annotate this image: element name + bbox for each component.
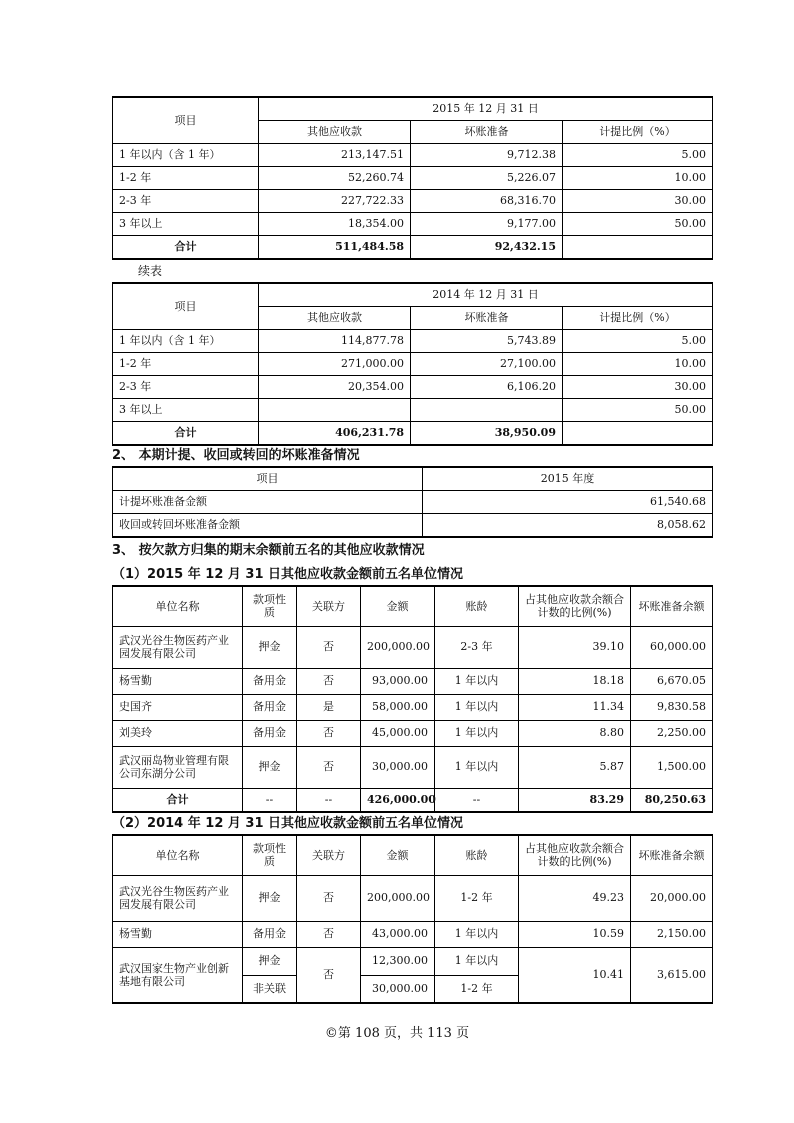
col-other-receivable: 其他应收款 <box>259 307 411 330</box>
section-2-heading: 2、 本期计提、收回或转回的坏账准备情况 <box>112 448 360 463</box>
date-header: 2014 年 12 月 31 日 <box>259 283 713 307</box>
col-unit-name: 单位名称 <box>113 835 243 875</box>
col-other-receivable: 其他应收款 <box>259 121 411 144</box>
col-amount: 金额 <box>361 835 435 875</box>
col-bad-debt: 坏账准备余额 <box>631 586 713 626</box>
table-row: 武汉光谷生物医药产业园发展有限公司 押金 否 200,000.00 1-2 年 49.23 20,000.00 <box>113 875 713 921</box>
table-row: 2-3 年 227,722.33 68,316.70 30.00 <box>113 190 713 213</box>
table-row: 1-2 年 271,000.00 27,100.00 10.00 <box>113 353 713 376</box>
top-five-table-2014 <box>112 834 713 1004</box>
table-row: 刘美玲 备用金 否 45,000.00 1 年以内 8.80 2,250.00 <box>113 720 713 746</box>
col-ratio: 计提比例（%） <box>563 307 713 330</box>
aging-table-2014 <box>112 282 713 446</box>
col-item: 项目 <box>113 283 259 330</box>
top-five-table-2015 <box>112 585 713 813</box>
continued-label: 续表 <box>138 264 163 278</box>
col-age: 账龄 <box>435 835 519 875</box>
table-row: 2-3 年 20,354.00 6,106.20 30.00 <box>113 376 713 399</box>
provision-table <box>112 466 713 538</box>
col-bad-debt: 坏账准备 <box>411 307 563 330</box>
col-ratio: 计提比例（%） <box>563 121 713 144</box>
table-row: 武汉光谷生物医药产业园发展有限公司 押金 否 200,000.00 2-3 年 39.10 60,000.00 <box>113 626 713 668</box>
total-row: 合计 -- -- 426,000.00 -- 83.29 80,250.63 <box>113 788 713 812</box>
table-row: 收回或转回坏账准备金额 8,058.62 <box>113 514 713 538</box>
table-row: 计提坏账准备金额 61,540.68 <box>113 491 713 514</box>
aging-table-2015 <box>112 96 713 260</box>
col-age: 账龄 <box>435 586 519 626</box>
table-row: 武汉丽岛物业管理有限公司东湖分公司 押金 否 30,000.00 1 年以内 5.87 1,500.00 <box>113 746 713 788</box>
col-nature: 款项性质 <box>243 586 297 626</box>
section-3-sub-2: （2）2014 年 12 月 31 日其他应收款金额前五名单位情况 <box>112 816 464 831</box>
total-row: 合计 511,484.58 92,432.15 <box>113 236 713 260</box>
table-row: 1 年以内（含 1 年） 114,877.78 5,743.89 5.00 <box>113 330 713 353</box>
table-row: 武汉国家生物产业创新基地有限公司 押金 否 12,300.00 1 年以内 10.41 3,615.00 <box>113 947 713 975</box>
col-year: 2015 年度 <box>423 467 713 491</box>
col-item: 项目 <box>113 467 423 491</box>
table-row: 3 年以上 50.00 <box>113 399 713 422</box>
table-row: 3 年以上 18,354.00 9,177.00 50.00 <box>113 213 713 236</box>
col-bad-debt: 坏账准备 <box>411 121 563 144</box>
page-footer: ©第 108 页，共 113 页 <box>324 1026 470 1041</box>
table-row: 非关联 30,000.00 1-2 年 <box>113 975 713 1003</box>
col-ratio: 占其他应收款余额合计数的比例(%) <box>519 835 631 875</box>
col-amount: 金额 <box>361 586 435 626</box>
col-related: 关联方 <box>297 835 361 875</box>
col-related: 关联方 <box>297 586 361 626</box>
col-ratio: 占其他应收款余额合计数的比例(%) <box>519 586 631 626</box>
table-row: 杨雪勤 备用金 否 93,000.00 1 年以内 18.18 6,670.05 <box>113 668 713 694</box>
total-row: 合计 406,231.78 38,950.09 <box>113 422 713 446</box>
col-nature: 款项性质 <box>243 835 297 875</box>
table-row: 1 年以内（含 1 年） 213,147.51 9,712.38 5.00 <box>113 144 713 167</box>
col-bad-debt: 坏账准备余额 <box>631 835 713 875</box>
col-unit-name: 单位名称 <box>113 586 243 626</box>
section-3-sub-1: （1）2015 年 12 月 31 日其他应收款金额前五名单位情况 <box>112 567 464 582</box>
table-row: 史国齐 备用金 是 58,000.00 1 年以内 11.34 9,830.58 <box>113 694 713 720</box>
col-item: 项目 <box>113 97 259 144</box>
section-3-heading: 3、 按欠款方归集的期末余额前五名的其他应收款情况 <box>112 543 425 558</box>
table-row: 杨雪勤 备用金 否 43,000.00 1 年以内 10.59 2,150.00 <box>113 921 713 947</box>
table-row: 1-2 年 52,260.74 5,226.07 10.00 <box>113 167 713 190</box>
date-header: 2015 年 12 月 31 日 <box>259 97 713 121</box>
